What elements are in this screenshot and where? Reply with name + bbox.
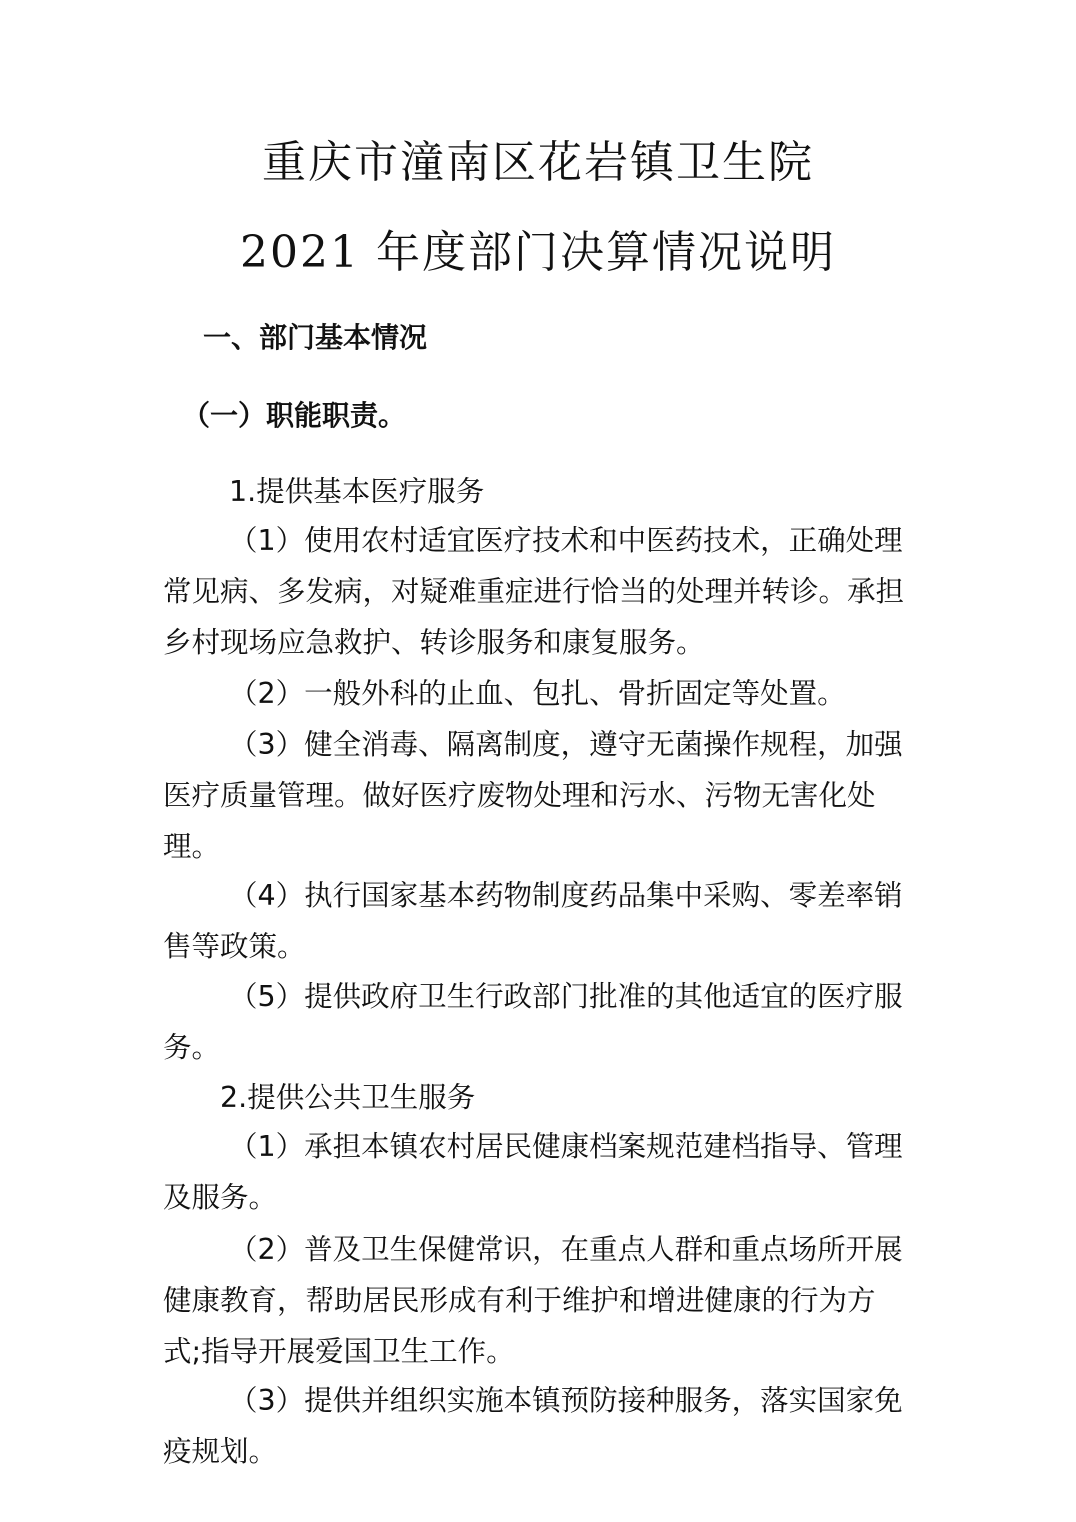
item2-title: 2.提供公共卫生服务 <box>220 1081 476 1114</box>
item1-paragraph-1: （1）使用农村适宜医疗技术和中医药技术，正确处理常见病、多发病，对疑难重症进行恰当的处理并转诊。承担乡村现场应急救护、转诊服务和康复服务。 <box>163 524 905 659</box>
item1-title: 1.提供基本医疗服务 <box>229 475 485 508</box>
section-heading: 一、部门基本情况 <box>203 321 428 354</box>
item1-paragraph-3: （3）健全消毒、隔离制度，遵守无菌操作规程，加强医疗质量管理。做好医疗废物处理和污水、污物无害化处理。 <box>163 728 903 863</box>
item2-paragraph-3: （3）提供并组织实施本镇预防接种服务，落实国家免疫规划。 <box>163 1384 903 1468</box>
item1-paragraph-2: （2）一般外科的止血、包扎、骨折固定等处置。 <box>229 677 846 710</box>
document-title-line1: 重庆市潼南区花岩镇卫生院 <box>262 137 814 188</box>
document-title-line2: 2021 年度部门决算情况说明 <box>240 227 836 278</box>
subsection-heading: （一）职能职责。 <box>182 399 407 432</box>
item1-paragraph-5: （5）提供政府卫生行政部门批准的其他适宜的医疗服务。 <box>163 980 903 1064</box>
item1-paragraph-4: （4）执行国家基本药物制度药品集中采购、零差率销售等政策。 <box>163 879 903 963</box>
item2-paragraph-1: （1）承担本镇农村居民健康档案规范建档指导、管理及服务。 <box>163 1130 903 1214</box>
item2-paragraph-2: （2）普及卫生保健常识，在重点人群和重点场所开展健康教育，帮助居民形成有利于维护和增进健康的行为方式;指导开展爱国卫生工作。 <box>163 1233 903 1368</box>
